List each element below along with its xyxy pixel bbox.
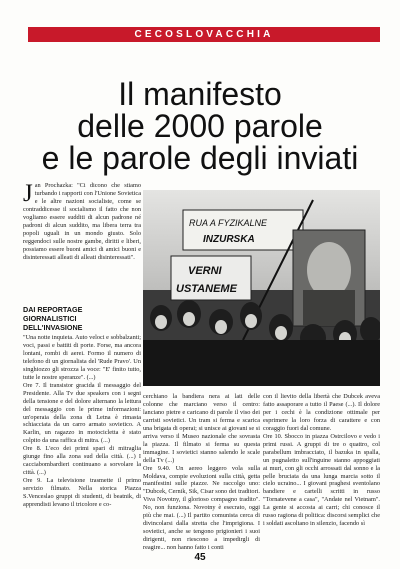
subheading [23,305,141,332]
paragraph: Ore 9.40. Un aereo leggero vola sulla Moldava, compie evoluzioni sulla città, getta manifestini sulle piazze. Ne raccolgo uno: "Dubcek, Cernik, Sik, Cisar sono dei traditori. Viva Novotny, il glorioso compagno tradito". No, non funziona. Novotny è esecrato, oggi più che mai. (...) Il partito comunista cerca di divincolarsi dalla stretta che l'imprigiona. I sovietici, anche se tengono prigionieri i suoi dirigenti, non riescono a impedirgli di reagire... non hanno fatto i conti [143,464,260,552]
lead-paragraph [23,182,141,262]
article-column-3 [263,393,380,528]
protest-sign-text-4: USTANEME [176,283,237,295]
paragraph: Ore 9. La televisione trasmette il primo servizio filmato. Nella storica Piazza S.Venceslao gruppi di studenti, di beatnik, di apprendisti levano il tricolore e co- [23,477,141,509]
page-number: 45 [194,552,206,563]
protest-photo [143,190,380,386]
paragraph: cerchiano la bandiera nera ai lati delle colonne che marciano verso il centro: lanciano pietre e caricano di parole il viso dei carristi sovietici. Un tram si ferma e scarica una brigata di operai; si unisce ai giovani se si arriva verso il Museo nazionale che sovrasta la piazza. Il filmato si ferma su questa immagine. I sovietici stanno salendo le scale della Tv (...) [143,393,260,464]
paragraph: Ore 10. Sbocco in piazza Ostrcilovo e vedo i primi russi. A gruppi di tre o quattro, col parabellum imbracciato, il bazuka in spalla, un pugnaletto sull'inguine stanno appoggiati ai muri, con gli occhi arrossati dal sonno e la pelle bruciata da una lunga marcia sotto il cielo ucraino... I giovani praghesi sventolano bandiere e cartelli scritti in russo "Tornatevene a casa", "Andate nel Vietnam". La gente si accosta ai carri; chi conosce il russo ragiona di politica: discorsi semplici che i soldati ascoltano in silenzio, facendo sì [263,432,380,528]
subheading-line-3: DELL'INVASIONE [23,323,83,332]
protest-sign-text-2: INZURSKA [203,234,255,245]
paragraph: "Una notte inquieta. Auto veloci e sobbalzanti; voci, passi e battiti di porte. Forse, ma ancora lontani, rombi di aerei. Formo il numero di telefono di un giornalista del 'Rude Pravo'. Un singhiozzo gli strozza la voce: "E' finito tutto, tutte le nostre speranze". (...) [23,334,141,381]
article-column-1 [23,334,141,509]
article-column-2 [143,393,260,552]
lead-text: an Prochazka: "Ci dicono che stiamo turbando i rapporti con l'Unione Sovietica e le altre nazioni socialiste, come se contraddicesse il socialismo il fatto che non vogliamo essere sudditi di alcun padrone né padroni di alcun suddito, ma libera terra tra popoli uguali in un mondo giusto. Solo reggendoci sulle nostre gambe, diritti e liberi, possiamo essere buoni amici di amici buoni e disinteressati alleati di alleati disinteressati". [23,182,141,261]
subheading-line-1: DAI REPORTAGE [23,305,83,314]
section-header: CECOSLOVACCHIA [28,27,380,42]
paragraph: con il lievito della libertà che Dubcek aveva fatto assaporare a tutto il Paese (...). Il dolore per i cechi è la condizione ottimale per esprimere la loro forza di carattere e con coraggio fuori dal comune. [263,393,380,432]
drop-cap: J [23,180,33,207]
headline-line-2: delle 2000 parole [77,108,323,144]
paragraph: Ore 7. Il transistor gracida il messaggio del Presidente. Alla Tv due speakers con i segni della tensione e del dolore alternano la lettura del messaggio con le prime informazioni: un'operaia della zona di Letna è rimasta schiacciata da un carro armato sovietico. A Karlin, un ragazzo in motocicletta è stato colpito da una raffica di mitra. (...) [23,381,141,445]
subheading-line-2: GIORNALISTICI [23,314,77,323]
headline-line-3: e le parole degli inviati [41,140,359,176]
headline-line-1: Il manifesto [118,76,282,112]
protest-sign-text-3: VERNI [188,265,222,277]
headline [20,78,380,174]
protest-sign-text-1: RUA A FYZIKALNE [189,218,268,228]
paragraph: Ore 8. L'eco dei primi spari di mitraglia giunge fino alla zona sud della città. (...) I cacciabombardieri continuano a sorvolare la città. (...) [23,445,141,477]
